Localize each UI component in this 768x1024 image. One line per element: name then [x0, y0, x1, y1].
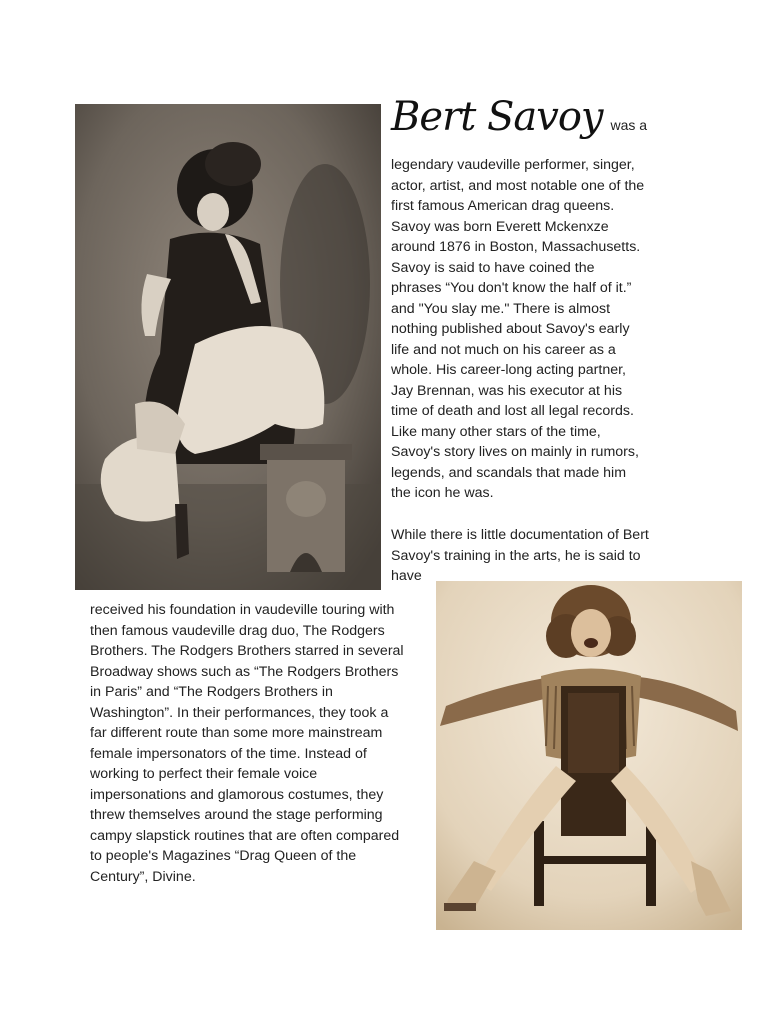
text-line: phrases “You don't know the half of it.”	[391, 280, 632, 296]
text-line: around 1876 in Boston, Massachusetts.	[391, 239, 641, 255]
text-line: Savoy is said to have coined the	[391, 259, 595, 276]
text-line: received his foundation in vaudeville touring with	[90, 602, 395, 618]
text-line: Savoy was born Everett Mckenxze	[391, 218, 609, 235]
text-line: then famous vaudeville drag duo, The Rodgers	[90, 622, 385, 639]
paragraph-training	[391, 525, 649, 587]
text-line: threw themselves around the stage performing	[90, 807, 383, 823]
text-line: Century”, Divine.	[90, 868, 196, 885]
text-line: impersonations and glamorous costumes, they	[90, 786, 384, 803]
text-line: whole. His career-long acting partner,	[391, 362, 627, 378]
text-line: legends, and scandals that made him	[391, 464, 627, 481]
text-line: nothing published about Savoy's early	[391, 321, 630, 337]
text-line: and "You slay me." There is almost	[391, 300, 611, 317]
photo-bert-savoy-seated	[75, 104, 381, 590]
text-line: legendary vaudeville performer, singer,	[391, 157, 635, 173]
text-line: Broadway shows such as “The Rodgers Brothers	[90, 663, 399, 680]
title-suffix: was a	[610, 117, 648, 133]
photo-performer-on-chair	[436, 581, 742, 930]
text-line: actor, artist, and most notable one of the	[391, 177, 645, 194]
text-line: first famous American drag queens.	[391, 198, 615, 214]
text-line: to people's Magazines “Drag Queen of the	[90, 848, 357, 864]
text-line: working to perfect their female voice	[90, 766, 318, 782]
text-line: Brothers. The Rodgers Brothers starred in several	[90, 643, 404, 659]
text-line: Washington”. In their performances, they took a	[90, 704, 389, 721]
paragraph-vaudeville	[90, 600, 404, 887]
text-line: While there is little documentation of Bert	[391, 527, 649, 543]
paragraph-biography	[391, 155, 644, 504]
text-line: Savoy's story lives on mainly in rumors,	[391, 444, 639, 460]
text-line: Jay Brennan, was his executor at his	[391, 382, 623, 399]
text-line: campy slapstick routines that are often compared	[90, 827, 400, 844]
text-line: Like many other stars of the time,	[391, 423, 601, 440]
text-line: the icon he was.	[391, 485, 494, 501]
text-line: far different route than some more mainstream	[90, 725, 383, 741]
text-line: life and not much on his career as a	[391, 341, 616, 358]
page-title: Bert Savoy	[391, 94, 603, 140]
title-line	[391, 94, 647, 140]
text-line: in Paris” and “The Rodgers Brothers in	[90, 684, 333, 700]
text-line: Savoy's training in the arts, he is said to	[391, 547, 641, 564]
text-line: have	[391, 568, 422, 584]
text-line: time of death and lost all legal records.	[391, 403, 634, 419]
text-line: female impersonators of the time. Instead of	[90, 745, 367, 762]
